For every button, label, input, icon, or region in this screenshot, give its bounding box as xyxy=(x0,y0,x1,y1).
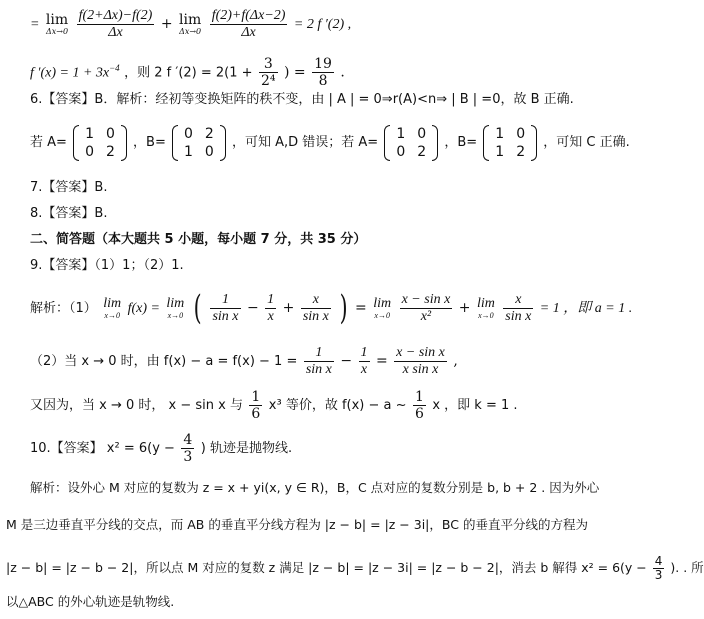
q9-part2 xyxy=(30,340,637,382)
if-a-text: 若 A= xyxy=(30,135,67,150)
fraction-1-over-x xyxy=(359,345,370,378)
matrix-entry: 0 xyxy=(417,125,427,142)
then-text: ，则 2 f ′(2) = 2(1 + xyxy=(124,65,253,81)
fraction-numerator: 19 xyxy=(314,56,332,73)
limit-q9-3 xyxy=(373,297,391,320)
fraction-numerator: 1 xyxy=(210,292,240,309)
fraction-1-over-6 xyxy=(249,389,262,422)
part2-text: （2）当 x → 0 时，由 f(x) − a = f(x) − 1 = xyxy=(30,354,298,369)
fraction-1 xyxy=(77,8,155,41)
q10-analysis-line-2: M 是三边垂直平分线的交点，而 AB 的垂直平分线方程为 |z − b| = |z − 3i|，BC 的垂直平分线的方程为 xyxy=(6,517,588,532)
b-equals-text: ，B= xyxy=(133,135,166,150)
equivalence-text: 又因为，当 x → 0 时， x − sin x 与 xyxy=(30,398,243,413)
fraction-19-over-8 xyxy=(312,56,334,89)
matrix-examples-line xyxy=(30,118,637,168)
fraction-4-over-3 xyxy=(181,432,194,465)
q10-answer-lead: 10.【答案】 x² = 6(y − xyxy=(30,441,175,456)
plus-sign: + xyxy=(458,300,471,316)
lim-subscript: x→0 xyxy=(374,310,390,320)
fraction-1-over-sinx xyxy=(304,345,334,378)
plus-sign: + xyxy=(160,16,173,32)
equals-sign: = xyxy=(375,353,388,369)
minus-sign: − xyxy=(340,353,353,369)
derivative-limit-line xyxy=(30,4,637,44)
equals-sign: = xyxy=(30,17,40,32)
fraction-x-over-sinx-2 xyxy=(503,292,533,325)
lim-word: lim xyxy=(476,295,495,311)
matrix-entry: 2 xyxy=(516,143,526,160)
matrix-entry: 1 xyxy=(184,143,193,160)
lim-subscript: Δx→0 xyxy=(45,26,69,36)
matrix-entry: 1 xyxy=(495,143,505,160)
result-a-equals-1: = 1 ，即 a = 1 . xyxy=(539,301,633,316)
close-text: ). . 所 xyxy=(670,560,704,575)
fraction-numerator: x − sin x xyxy=(396,344,445,360)
matrix-entry: 0 xyxy=(516,125,526,142)
fraction-numerator: 1 xyxy=(304,345,334,362)
k-equals-1-text: x ，即 k = 1 . xyxy=(432,398,518,413)
fraction-denominator: 3 xyxy=(183,448,193,465)
derivative-value-line xyxy=(30,48,637,88)
fraction-numerator: 1 xyxy=(251,388,261,405)
limit-1 xyxy=(46,13,68,36)
lim-word: lim xyxy=(103,295,122,311)
lim-word: lim xyxy=(373,295,392,311)
fraction-denominator: sin x xyxy=(305,361,332,377)
fraction-numerator: 4 xyxy=(654,554,663,568)
fraction-numerator: 3 xyxy=(259,56,278,73)
fraction-4-over-3-b xyxy=(653,555,665,582)
limit-q9-4 xyxy=(477,297,495,320)
matrix-entry: 2 xyxy=(417,143,427,160)
lim-subscript: x→0 xyxy=(104,310,120,320)
matrix-a2 xyxy=(384,125,438,161)
left-paren: ( xyxy=(193,288,202,328)
fraction-numerator: x xyxy=(503,292,533,309)
right-paren: ) xyxy=(339,288,348,328)
fraction-denominator: 6 xyxy=(414,405,424,422)
fraction-numerator: 1 xyxy=(414,388,424,405)
matrix-entry: 1 xyxy=(85,125,94,142)
minus-sign: − xyxy=(246,300,259,316)
limit-q9-2 xyxy=(166,297,184,320)
q9-answer: 9.【答案】（1）1；（2）1. xyxy=(30,258,184,273)
q10-answer xyxy=(30,428,637,468)
matrix-entry: 2 xyxy=(204,125,214,142)
derivative-expression: f ′(x) = 1 + 3x xyxy=(30,65,110,81)
fraction-2 xyxy=(210,8,288,41)
equals-sign: = xyxy=(355,300,367,316)
analysis-label: 解析：（1） xyxy=(30,301,97,316)
lim-word: lim xyxy=(166,295,185,311)
fraction-numerator: f(2)+f(Δx−2) xyxy=(211,7,286,23)
fraction-denominator: 6 xyxy=(251,405,261,422)
c-correct-text: ，可知 C 正确. xyxy=(543,135,630,150)
matrix-a1 xyxy=(73,125,127,161)
lim-subscript: x→0 xyxy=(167,310,184,320)
matrix-entry: 0 xyxy=(396,143,406,160)
limit-q9-1 xyxy=(103,297,121,320)
q10-analysis-line-3 xyxy=(6,550,704,586)
fraction-1-over-sinx xyxy=(210,292,240,325)
section-heading: 二、简答题（本大题共 5 小题，每小题 7 分，共 35 分） xyxy=(30,232,367,247)
fraction-denominator: sin x xyxy=(505,308,532,324)
q6-answer: 6.【答案】B．解析：经初等变换矩阵的秩不变，由 | A | = 0⇒r(A)<n⇒ | B | =0，故 B 正确. xyxy=(30,92,574,107)
matrix-entry: 0 xyxy=(184,125,193,142)
fraction-numerator: f(2+Δx)−f(2) xyxy=(78,7,153,23)
matrix-b1 xyxy=(172,125,226,161)
fraction-denominator: 3 xyxy=(654,568,663,582)
fraction-numerator: 1 xyxy=(360,344,368,360)
fraction-denominator: x xyxy=(267,308,274,324)
b-equals-text: ，B= xyxy=(444,135,478,150)
fraction-denominator: Δx xyxy=(241,24,256,40)
q8-answer: 8.【答案】B. xyxy=(30,206,108,221)
fraction-numerator: x − sin x xyxy=(401,291,451,307)
q10-analysis-line-4: 以△ABC 的外心轨迹是轨物线. xyxy=(6,594,175,609)
q7-answer: 7.【答案】B. xyxy=(30,180,108,195)
fraction-3-over-2-4 xyxy=(259,56,278,89)
fraction-denominator: x xyxy=(360,361,368,377)
fraction-x-minus-sinx-over-x2 xyxy=(400,292,453,325)
lim-word: lim xyxy=(45,11,69,28)
lim-word: lim xyxy=(179,11,202,28)
lim-subscript: x→0 xyxy=(478,310,494,320)
parabola-text: ) 轨迹是抛物线. xyxy=(200,441,293,456)
eliminate-b-text: |z − b| = |z − b − 2|，所以点 M 对应的复数 z 满足 |z − b| = |z − 3i| = |z − b − 2|，消去 b 解得 x² = 6(y − xyxy=(6,560,647,575)
fraction-denominator: sin x xyxy=(212,308,239,324)
period: . xyxy=(340,64,345,81)
matrix-entry: 1 xyxy=(396,125,406,142)
fraction-1-over-6-b xyxy=(413,389,426,422)
close-paren-equals: ) = xyxy=(284,64,306,81)
fraction-denominator: 8 xyxy=(318,73,328,90)
fraction-denominator: sin x xyxy=(302,308,329,324)
fraction-numerator: x xyxy=(301,292,331,309)
matrix-b2 xyxy=(483,125,537,161)
matrix-entry: 1 xyxy=(495,125,505,142)
matrix-entry: 0 xyxy=(105,125,115,142)
matrix-entry: 0 xyxy=(204,143,214,160)
plus-sign: + xyxy=(282,300,295,316)
fx-equals: f(x) = xyxy=(127,301,160,316)
limit-2 xyxy=(179,13,201,36)
fraction-denominator: Δx xyxy=(108,24,123,40)
q10-analysis-line-1: 解析：设外心 M 对应的复数为 z = x + yi(x, y ∈ R)，B，C 点对应的复数分别是 b, b + 2 . 因为外心 xyxy=(30,480,600,495)
matrix-entry: 2 xyxy=(105,143,115,160)
comma: , xyxy=(453,353,458,369)
matrix-entry: 0 xyxy=(85,143,94,160)
fraction-numerator: 4 xyxy=(183,431,193,448)
fraction-denominator: x sin x xyxy=(402,361,439,377)
fraction-1-over-x xyxy=(265,292,276,325)
fraction-x-over-sinx xyxy=(301,292,331,325)
fraction-denominator: x² xyxy=(420,308,432,324)
q9-part1 xyxy=(30,285,637,331)
exponent: −4 xyxy=(109,63,120,73)
fraction-numerator: 1 xyxy=(267,291,275,307)
fraction-denominator: 2⁴ xyxy=(261,73,276,90)
ad-wrong-text: ，可知 A,D 错误；若 A= xyxy=(231,135,379,150)
result-expression: = 2 f ′(2) , xyxy=(293,17,352,32)
equivalent-text: x³ 等价，故 f(x) − a ~ xyxy=(268,398,407,413)
q9-part3 xyxy=(30,384,637,426)
lim-subscript: Δx→0 xyxy=(179,26,202,36)
fraction-x-minus-sinx-over-xsinx xyxy=(394,345,447,378)
